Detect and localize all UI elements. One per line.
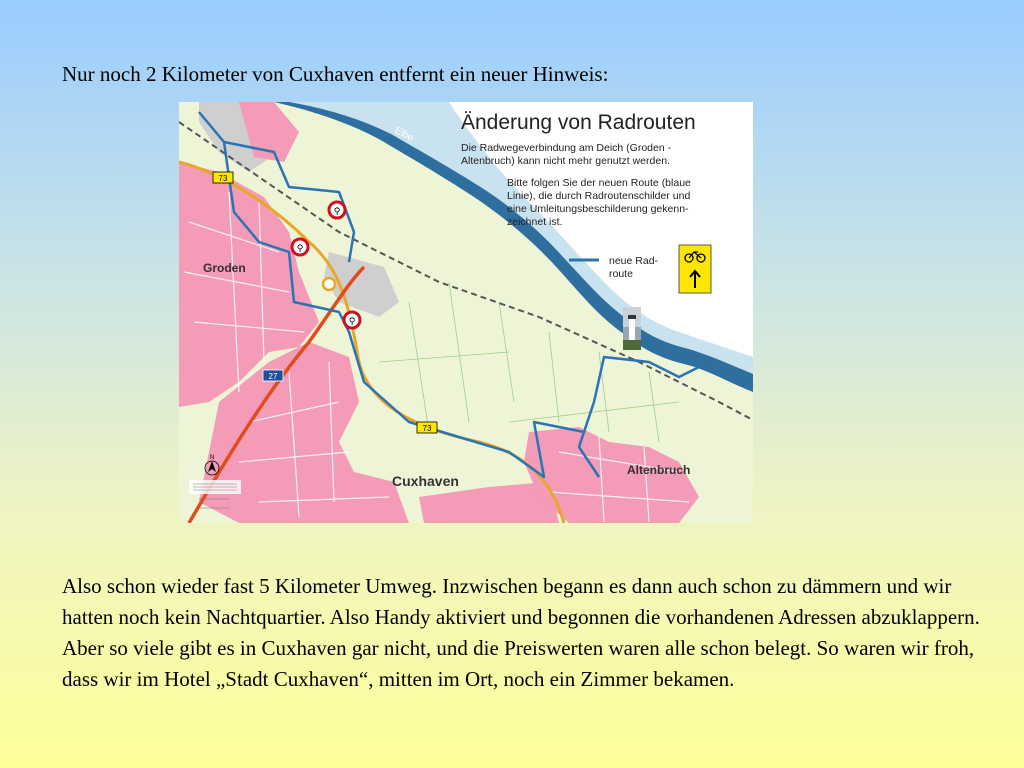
map-title: Änderung von Radrouten [461, 111, 696, 134]
place-groden: Groden [203, 261, 246, 275]
bike-route-sign-icon [679, 245, 711, 293]
no-cycling-sign-icon [292, 239, 308, 255]
place-cuxhaven: Cuxhaven [392, 473, 459, 489]
map-notice-line-2: Altenbruch) kann nicht mehr genutzt werden. [461, 155, 670, 167]
map-instruction-line-4: zeichnet ist. [507, 216, 563, 228]
route-change-map [179, 102, 753, 523]
road-junction [323, 278, 335, 290]
map-graphic [179, 102, 753, 523]
river-label: Elbe [392, 124, 416, 145]
map-instruction-line-3: eine Umleitungsbeschilderung gekenn- [507, 203, 689, 215]
svg-text:⚲: ⚲ [296, 244, 304, 254]
road-b73-label: 73 [422, 424, 432, 433]
no-cycling-sign-icon [344, 312, 360, 328]
map-instruction-line-2: Linie), die durch Radroutenschilder und [507, 190, 691, 202]
legend-label-line-1: neue Rad- [609, 255, 659, 267]
north-label: N [209, 455, 215, 461]
svg-text:⚲: ⚲ [348, 317, 356, 327]
no-cycling-sign-icon [329, 202, 345, 218]
body-text: Also schon wieder fast 5 Kilometer Umweg. Inzwischen begann es dann auch schon zu dämmern und wir hatten noch kein Nachtquartier. Also Handy aktiviert und begonnen die vorhandenen Adressen abzuklappern. Aber so viele gibt es in Cuxhaven gar nicht, und die Preiswerten waren alle schon belegt. So waren wir froh, dass wir im Hotel „Stadt Cuxhaven“, mitten im Ort, noch ein Zimmer bekamen. [62, 574, 980, 691]
road-shield-a27 [263, 370, 283, 381]
legend-label-line-2: route [609, 268, 633, 280]
svg-text:⚲: ⚲ [333, 207, 341, 217]
road-a27-label: 27 [268, 372, 278, 381]
road-shield-b73-south [417, 422, 437, 433]
road-b73-label: 73 [218, 174, 228, 183]
lighthouse-photo [623, 307, 641, 350]
place-altenbruch: Altenbruch [627, 463, 691, 477]
road-shield-b73-north [213, 172, 233, 183]
map-notice-line-1: Die Radwegeverbindung am Deich (Groden - [461, 142, 672, 154]
intro-text: Nur noch 2 Kilometer von Cuxhaven entfernt ein neuer Hinweis: [62, 62, 609, 86]
map-instruction-line-1: Bitte folgen Sie der neuen Route (blaue [507, 177, 691, 189]
